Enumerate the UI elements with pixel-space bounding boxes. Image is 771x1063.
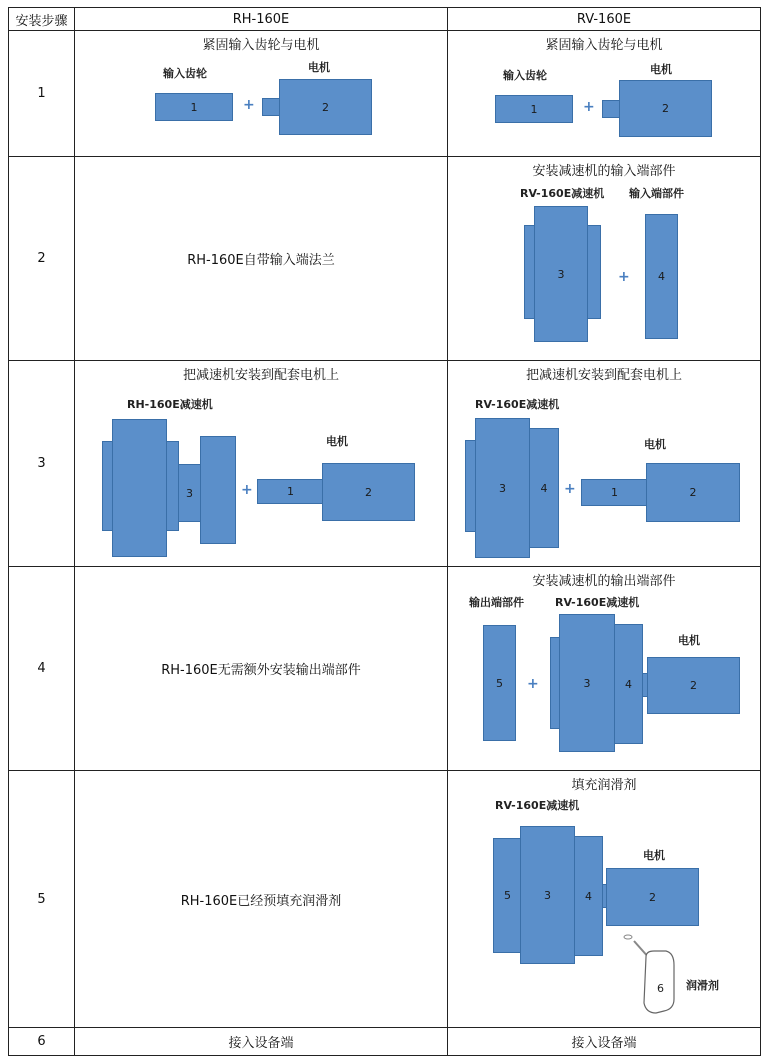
motor-label: 电机 <box>650 63 672 76</box>
motor-part <box>646 463 740 522</box>
plus-sign: + <box>243 97 255 113</box>
rv-cell <box>448 31 761 157</box>
table-row <box>9 31 761 157</box>
rv-caption: 紧固输入齿轮与电机 <box>545 38 663 53</box>
plus-sign: + <box>564 481 576 497</box>
part-number: 2 <box>662 102 669 115</box>
part-number: 2 <box>690 679 697 692</box>
lubricant-number: 6 <box>657 982 664 995</box>
input-gear-part <box>155 93 233 121</box>
input-gear-part <box>581 479 648 506</box>
input-flange <box>178 464 201 522</box>
reducer-body <box>520 826 575 964</box>
reducer-body <box>112 419 167 557</box>
part-number: 2 <box>322 100 329 114</box>
rh-diagram <box>75 31 447 156</box>
rh-text: RH-160E无需额外安装输出端部件 <box>161 663 361 678</box>
rv-reducer-label: RV-160E减速机 <box>555 596 640 609</box>
table-row <box>9 361 761 567</box>
rv-cell <box>448 567 761 771</box>
step-number: 4 <box>9 567 75 771</box>
rv-cell <box>448 361 761 567</box>
rh-cell <box>75 361 448 567</box>
rh-caption: 把减速机安装到配套电机上 <box>182 368 339 383</box>
part-number: 4 <box>585 889 592 903</box>
rh-cell <box>75 771 448 1028</box>
rv-diagram <box>448 567 760 770</box>
rh-text: 接入设备端 <box>228 1036 294 1051</box>
reducer-flange <box>587 225 601 319</box>
rv-caption: 填充润滑剂 <box>571 778 637 793</box>
plus-sign: + <box>241 482 253 498</box>
rv-reducer-label: RV-160E减速机 <box>475 398 560 411</box>
reducer-body <box>475 418 530 558</box>
header-row <box>9 8 761 31</box>
rh-cell <box>75 1028 448 1056</box>
motor-label: 电机 <box>644 438 666 451</box>
rh-reducer-label: RH-160E减速机 <box>127 398 213 411</box>
rv-caption: 安装减速机的输出端部件 <box>532 574 676 589</box>
rv-diagram <box>448 771 760 1027</box>
lubricant-bottle-icon <box>616 931 696 1019</box>
output-part <box>483 625 516 741</box>
table-row <box>9 567 761 771</box>
header-rh: RH-160E <box>75 8 448 31</box>
step-number: 6 <box>9 1028 75 1056</box>
part-number: 2 <box>689 486 697 499</box>
rh-cell <box>75 31 448 157</box>
part-number: 1 <box>287 485 294 498</box>
rh-caption: 紧固输入齿轮与电机 <box>202 38 320 53</box>
input-part <box>529 428 559 548</box>
part-number: 2 <box>365 485 372 499</box>
rv-diagram <box>448 31 760 156</box>
rh-cell <box>75 157 448 361</box>
part-number: 1 <box>530 102 538 116</box>
rv-diagram <box>448 157 760 360</box>
part-number: 4 <box>625 677 632 691</box>
input-gear-label: 输入齿轮 <box>163 67 207 80</box>
step-number: 5 <box>9 771 75 1028</box>
part-number: 3 <box>557 267 565 281</box>
input-part <box>574 836 603 956</box>
rv-cell <box>448 157 761 361</box>
input-gear-part <box>495 95 573 123</box>
rh-text: RH-160E自带输入端法兰 <box>187 253 335 268</box>
rh-text: RH-160E已经预填充润滑剂 <box>180 893 342 909</box>
rh-diagram <box>75 361 447 566</box>
motor-label: 电机 <box>308 61 330 74</box>
motor-part <box>619 80 712 137</box>
input-gear-label: 输入齿轮 <box>503 69 547 82</box>
part-number: 3 <box>544 888 551 902</box>
part-number: 4 <box>540 481 548 495</box>
input-part <box>614 624 643 744</box>
rv-diagram <box>448 361 760 566</box>
header-rv: RV-160E <box>448 8 761 31</box>
rv-caption: 把减速机安装到配套电机上 <box>525 368 682 383</box>
part-number: 1 <box>611 486 618 499</box>
output-part-label: 输出端部件 <box>469 596 524 609</box>
output-part <box>493 838 522 953</box>
rv-text: 接入设备端 <box>571 1036 637 1051</box>
motor-label: 电机 <box>326 435 348 448</box>
part-number: 3 <box>583 676 591 690</box>
part-number: 1 <box>190 100 198 114</box>
reducer-body <box>559 614 615 752</box>
motor-shaft <box>602 100 620 118</box>
reducer-flange <box>200 436 236 544</box>
rv-reducer-label: RV-160E减速机 <box>520 187 605 200</box>
part-number: 5 <box>504 889 511 902</box>
part-number: 4 <box>658 270 665 283</box>
step-number: 1 <box>9 31 75 157</box>
motor-label: 电机 <box>643 849 665 862</box>
plus-sign: + <box>618 269 630 285</box>
rv-caption: 安装减速机的输入端部件 <box>532 164 676 179</box>
header-step: 安装步骤 <box>9 8 75 31</box>
plus-sign: + <box>527 676 539 692</box>
motor-shaft <box>262 98 280 116</box>
lubricant-label: 润滑剂 <box>686 979 719 992</box>
rv-cell <box>448 771 761 1028</box>
motor-part <box>647 657 740 714</box>
table-row <box>9 157 761 361</box>
reducer-body <box>534 206 588 342</box>
part-number: 2 <box>649 890 656 904</box>
input-part-label: 输入端部件 <box>629 187 684 200</box>
step-number: 2 <box>9 157 75 361</box>
input-gear-part <box>257 479 324 504</box>
motor-part <box>322 463 415 521</box>
table-row <box>9 771 761 1028</box>
motor-part <box>606 868 699 926</box>
rv-cell <box>448 1028 761 1056</box>
input-part <box>645 214 678 339</box>
rv-reducer-label: RV-160E减速机 <box>495 799 580 812</box>
installation-steps-table <box>8 7 761 1056</box>
step-number: 3 <box>9 361 75 567</box>
plus-sign: + <box>583 99 595 115</box>
part-number: 3 <box>186 486 193 500</box>
motor-part <box>279 79 372 135</box>
part-number: 5 <box>496 676 503 690</box>
part-number: 3 <box>499 481 506 495</box>
table-row <box>9 1028 761 1056</box>
rh-cell <box>75 567 448 771</box>
motor-label: 电机 <box>678 634 700 647</box>
